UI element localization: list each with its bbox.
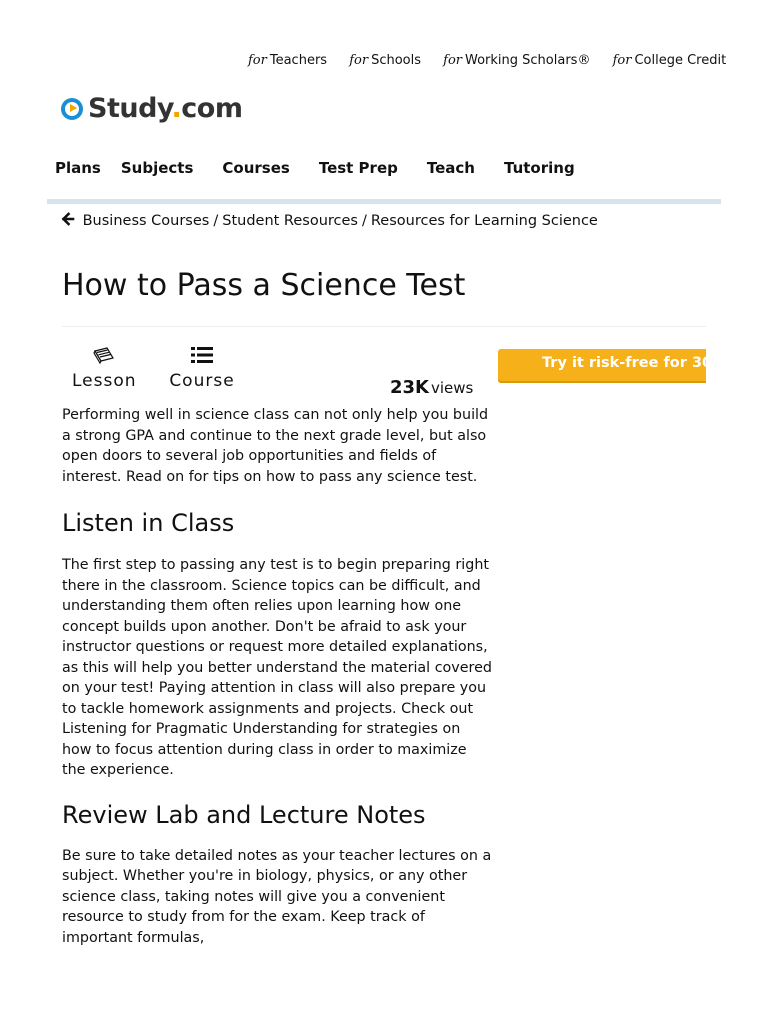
try-risk-free-button[interactable]: Try it risk-free for 30 days	[498, 349, 706, 381]
page-title: How to Pass a Science Test	[62, 268, 466, 303]
nav-teach[interactable]: Teach	[426, 159, 475, 177]
nav-test-prep[interactable]: Test Prep	[318, 159, 398, 177]
breadcrumb: Business Courses / Student Resources / Resources for Learning Science	[62, 213, 598, 229]
list-icon	[169, 345, 235, 371]
breadcrumb-student-resources[interactable]: Student Resources	[222, 213, 358, 229]
arrow-left-icon[interactable]	[62, 213, 74, 229]
article-intro: Performing well in science class can not only help you build a strong GPA and continue to the next grade level, but also open doors to several job opportunities and fields of interest. Read on for tips on how to pass any science test.	[62, 407, 489, 485]
nav-subjects[interactable]: Subjects	[120, 159, 194, 177]
nav-divider	[47, 199, 721, 204]
nav-plans[interactable]: Plans	[55, 159, 101, 177]
article-body	[62, 405, 492, 948]
section-heading: Review Lab and Lecture Notes	[62, 800, 426, 829]
main-nav	[55, 159, 575, 177]
link-for-college-credit[interactable]: for College Credit	[612, 53, 727, 68]
title-divider	[62, 326, 706, 327]
section-heading: Listen in Class	[62, 509, 235, 537]
play-logo-icon	[61, 98, 83, 120]
link-for-schools[interactable]: for Schools	[349, 53, 421, 68]
breadcrumb-learning-science[interactable]: Resources for Learning Science	[370, 213, 598, 229]
view-count: 23K views	[390, 377, 474, 398]
section-paragraph: Be sure to take detailed notes as your teacher lectures on a subject. Whether you're in biology, physics, or any other science class, taking notes will give you a convenient resource to study from for the exam. Keep track of important formulas,	[62, 847, 492, 946]
study-logo[interactable]: Study.com	[61, 93, 243, 124]
link-for-working-scholars[interactable]: for Working Scholars®	[443, 53, 591, 68]
tab-course[interactable]: Course	[169, 345, 235, 391]
link-for-teachers[interactable]: for Teachers	[248, 53, 328, 68]
nav-tutoring[interactable]: Tutoring	[503, 159, 575, 177]
tab-lesson[interactable]: Lesson	[72, 345, 136, 391]
nav-courses[interactable]: Courses	[222, 159, 290, 177]
audience-links	[248, 53, 726, 68]
lesson-paper-icon	[72, 345, 136, 371]
section-paragraph: The first step to passing any test is to begin preparing right there in the classroom. Science topics can be difficult, and understanding them often relies upon learning how one concept builds upon another. Don't be afraid to ask your instructor questions or request more detailed explanations, as this will help you better understand the material covered on your test! Paying attention in class will also prepare you to tackle homework assignments and projects. Check out Listening for Pragmatic Understanding for strategies on how to focus attention during class in order to maximize the experience.	[62, 557, 492, 778]
breadcrumb-business-courses[interactable]: Business Courses	[82, 213, 210, 229]
